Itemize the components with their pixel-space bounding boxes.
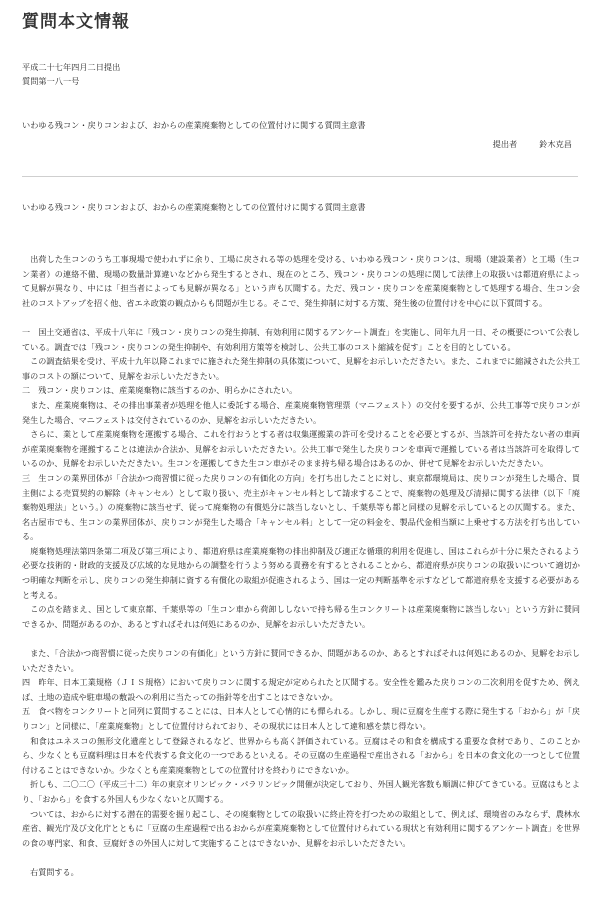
body-paragraph: 四 昨年、日本工業規格（ＪＩＳ規格）において戻りコンに関する規定が定められたと仄聞する。安全性を鑑みた戻りコンの二次利用を促すため、例えば、土地の造成や駐車場の敷設への利用に当たっての指針等を出すことはできないか。 <box>22 677 580 702</box>
body-title: いわゆる残コン・戻りコンおよび、おからの産業廃棄物としての位置付けに関する質問主意書 <box>22 202 366 212</box>
submitter-name: 鈴木克昌 <box>539 139 572 149</box>
body-paragraph: さらに、業として産業廃棄物を運搬する場合、これを行おうとする者は収集運搬業の許可を受けることを必要とするが、当該許可を持たない者の車両が産業廃棄物を運搬することは違法か合法か、見解をお示しいただきたい。公共工事で発生した戻りコンを車両で運搬している者は当該許可を取得しているのか、見解をお示しいただきたい。生コンを運搬してきた生コン車がそのまま持ち帰る場合はあるのか、併せて見解をお示しいただきたい。 <box>22 429 580 469</box>
question-number: 質問第一八一号 <box>22 76 80 86</box>
body-paragraph: この点を踏まえ、国として東京都、千葉県等の「生コン車から荷卸ししないで持ち帰る生コンクリートは産業廃棄物に該当しない」という方針に賛同できるか、問題があるのか、あるとすればそれは何処にあるのか、見解をお示しいただきたい。 <box>22 604 580 629</box>
submitter <box>493 137 572 151</box>
question-meta <box>22 60 120 88</box>
body-paragraph: 五 食べ物をコンクリートと同列に質問することには、日本人として心情的にも憚られる。しかし、現に豆腐を生産する際に発生する「おから」が「戻りコン」と同様に、「産業廃棄物」として位置付けられており、その現状には日本人として違和感を禁じ得ない。 <box>22 706 580 731</box>
body-paragraph: 三 生コンの業界団体が「合法かつ商習慣に従った戻りコンの有価化の方向」を打ち出したことに対し、東京都環境局は、戻りコンが発生した場合、買主側による売買契約の解除（キャンセル）として取り扱い、売主がキャンセル料として請求することで、廃棄物の処理及び清掃に関する法律（以下「廃棄物処理法」という。）の廃棄物に該当せず、従って廃棄物の有償処分に該当しないとし、千葉県等も都と同様の見解を示しているとの仄聞する。また、名古屋市でも、生コンの業界団体が、戻りコンが発生した場合「キャンセル料」として一定の料金を、製品代金相当額に上乗せする方法を打ち出している。 <box>22 472 580 542</box>
body-paragraph: ついては、おからに対する潜在的需要を掘り起こし、その廃棄物としての取扱いに終止符を打つための取組として、例えば、環境省のみならず、農林水産省、観光庁及び文化庁とともに「豆腐の生産過程で出るおからが産業廃棄物として位置付けられている現状と有効利用に関するアンケート調査」を世界の食の専門家、和食、豆腐好きの外国人に対して実施することはできないか、見解をお示しいただきたい。 <box>22 808 580 848</box>
submitter-label: 提出者 <box>492 139 518 149</box>
blank-line <box>22 310 580 325</box>
body-paragraph: また、産業廃棄物は、その排出事業者が処理を他人に委託する場合、産業廃棄物管理票（マニフェスト）の交付を要するが、公共工事等で戻りコンが発生した場合、マニフェストは交付されているのか、見解をお示しいただきたい。 <box>22 399 580 425</box>
blank-line <box>22 631 580 646</box>
body-paragraph: 右質問する。 <box>22 866 79 877</box>
body-paragraph: 二 残コン・戻りコンは、産業廃棄物に該当するのか、明らかにされたい。 <box>22 385 298 396</box>
body-paragraph: 和食はユネスコの無形文化遺産として登録されるなど、世界からも高く評価されている。豆腐はその和食を構成する重要な食材であり、このことから、少なくとも豆腐料理は日本を代表する食文化の一つであるといえる。その豆腐の生産過程で産出される「おから」を日本の食文化の一つとして位置付けることはできないか。少なくとも産業廃棄物としての位置付けを終わりにできないか。 <box>22 735 580 775</box>
page-title: 質問本文情報 <box>22 12 130 32</box>
body-paragraph: 出荷した生コンのうち工事現場で使われずに余り、工場に戻される等の処理を受ける、いわゆる残コン・戻りコンは、現場（建設業者）と工場（生コン業者）の連絡不備、現場の数量計算違いなどから発生するとされ、現在のところ、残コン・戻りコンの処理に関して法律上の取扱いは都道府県によって見解が異なり、中には「担当者によっても見解が異なる」という声も仄聞する。ただ、残コン・戻りコンを産業廃棄物として処理する場合、生コン会社のコストアップを招く他、省エネ政策の観点からも問題が生じる。そこで、発生抑制に対する方策、発生後の位置付けを中心に以下質問する。 <box>22 254 580 308</box>
body-paragraph: 折しも、二〇二〇（平成三十二）年の東京オリンピック・パラリンピック開催が決定しており、外国人観光客数も順調に伸びてきている。豆腐はもとより、「おから」を食する外国人も少なくないと仄聞する。 <box>22 779 580 804</box>
blank-line <box>22 850 580 865</box>
body-paragraph: また、「合法かつ商習慣に従った戻りコンの有価化」という方針に賛同できるか、問題があるのか、あるとすればそれは何処にあるのか、見解をお示しいただきたい。 <box>22 648 580 673</box>
divider <box>22 176 578 177</box>
body-paragraph: この調査結果を受け、平成十九年以降これまでに施された発生抑制の具体策について、見解をお示しいただきたい。また、これまでに縮減された公共工事のコストの額について、見解をお示しいただきたい。 <box>22 356 580 381</box>
submission-date: 平成二十七年四月二日提出 <box>22 62 121 72</box>
question-body <box>22 252 580 880</box>
body-paragraph: 一 国土交通省は、平成十八年に「残コン・戻りコンの発生抑制、有効利用に関するアンケート調査」を実施し、同年九月一日、その概要について公表している。調査では「残コン・戻りコンの発生抑制や、有効利用方策等を検討し、公共工事のコスト縮減を促す」ことを目的としている。 <box>22 326 580 352</box>
question-subject: いわゆる残コン・戻りコンおよび、おからの産業廃棄物としての位置付けに関する質問主意書 <box>22 120 366 130</box>
body-paragraph: 廃棄物処理法第四条第二項及び第三項により、都道府県は産業廃棄物の排出抑制及び適正な循環的利用を促進し、国はこれらが十分に果たされるよう必要な技術的・財政的支援及び広域的な見地からの調整を行うよう努める責務を有するとされることから、都道府県が戻りコンの取扱いについて適切かつ明確な判断を示し、戻りコンの発生抑制に資する有償化の取組が促進されるよう、国は一定の判断基準を示すなどして都道府県を支援する必要があると考える。 <box>22 545 580 600</box>
